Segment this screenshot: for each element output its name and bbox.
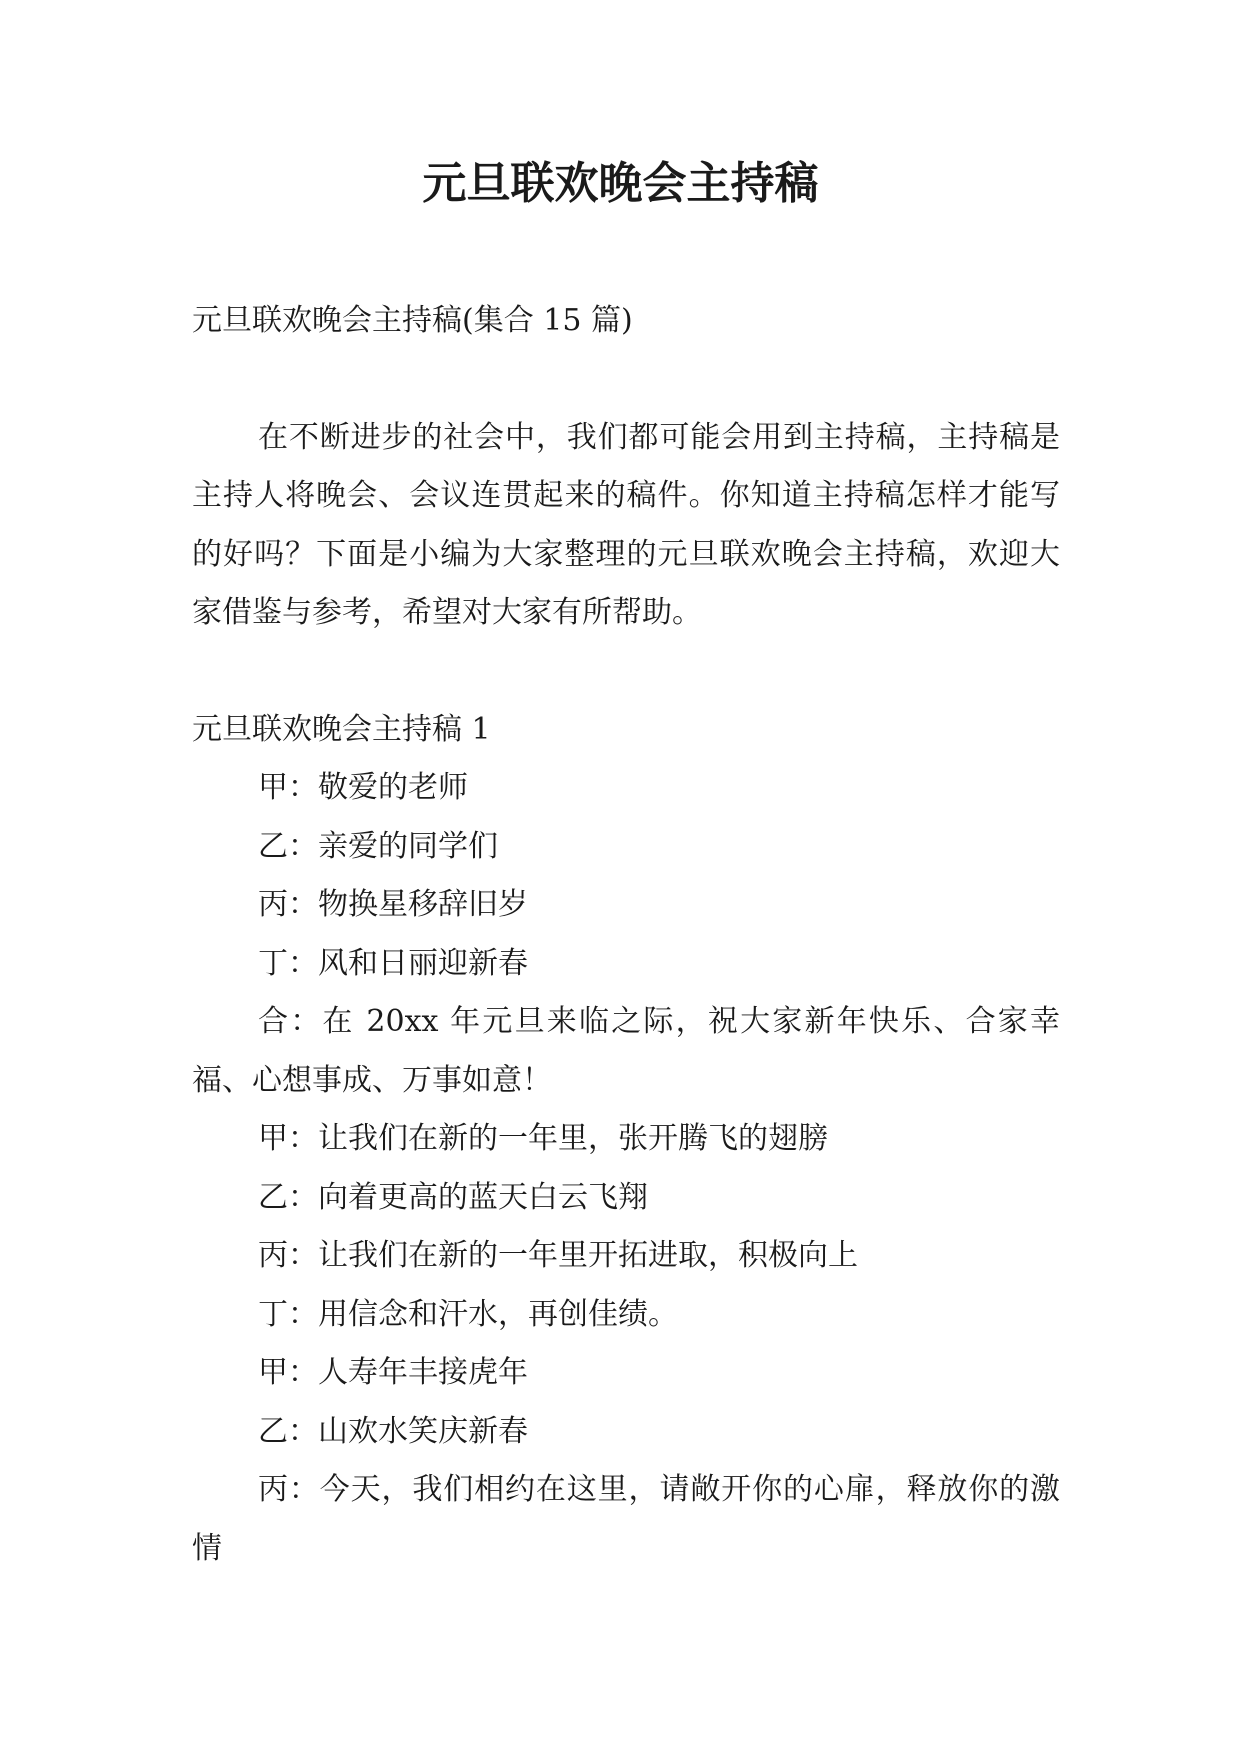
dialogue-line: 丁：风和日丽迎新春 xyxy=(258,945,528,981)
dialogue-line: 甲：人寿年丰接虎年 xyxy=(258,1355,528,1390)
dialogue-line: 合：在 20xx 年元旦来临之际，祝大家新年快乐、合家幸福、心想事成、万事如意！ xyxy=(192,1004,1060,1098)
document-body xyxy=(192,292,1060,1578)
document-subtitle: 元旦联欢晚会主持稿(集合 15 篇) xyxy=(192,303,633,338)
spacer xyxy=(192,351,1060,409)
dialogue-line: 丁：用信念和汗水，再创佳绩。 xyxy=(258,1296,678,1332)
document-title: 元旦联欢晚会主持稿 xyxy=(422,158,819,209)
dialogue-line: 丙：让我们在新的一年里开拓进取，积极向上 xyxy=(258,1238,858,1273)
dialogue-line: 乙：山欢水笑庆新春 xyxy=(258,1413,528,1449)
spacer xyxy=(192,643,1060,701)
dialogue-line: 甲：让我们在新的一年里，张开腾飞的翅膀 xyxy=(258,1121,828,1156)
dialogue-line: 乙：向着更高的蓝天白云飞翔 xyxy=(258,1179,648,1215)
intro-paragraph: 在不断进步的社会中，我们都可能会用到主持稿，主持稿是主持人将晚会、会议连贯起来的稿件。你知道主持稿怎样才能写的好吗？下面是小编为大家整理的元旦联欢晚会主持稿，欢迎大家借鉴与参考，希望对大家有所帮助。 xyxy=(192,419,1060,630)
dialogue-line: 甲：敬爱的老师 xyxy=(258,770,468,805)
dialogue-line: 丙：物换星移辞旧岁 xyxy=(258,887,528,922)
dialogue-line: 丙：今天，我们相约在这里，请敞开你的心扉，释放你的激情 xyxy=(192,1472,1060,1566)
section-heading: 元旦联欢晚会主持稿 1 xyxy=(192,711,491,747)
dialogue-line: 乙：亲爱的同学们 xyxy=(258,828,498,864)
